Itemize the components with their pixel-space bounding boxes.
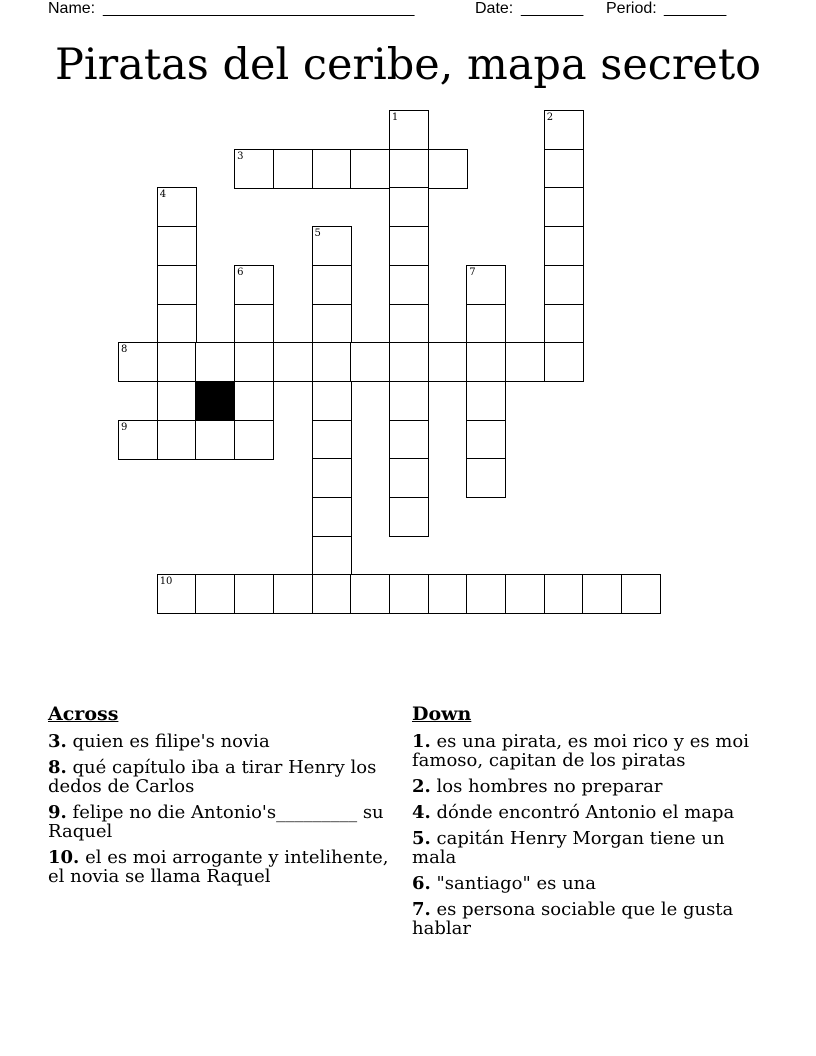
grid-cell[interactable] xyxy=(350,574,390,614)
grid-cell[interactable] xyxy=(350,149,390,189)
clue-text: quien es filipe's novia xyxy=(72,731,270,752)
clue-text: "santiago" es una xyxy=(436,873,596,894)
grid-cell[interactable] xyxy=(157,265,197,305)
grid-cell[interactable] xyxy=(389,342,429,382)
grid-cell[interactable] xyxy=(273,149,313,189)
grid-cell[interactable] xyxy=(312,304,352,344)
grid-cell[interactable] xyxy=(466,381,506,421)
grid-cell[interactable] xyxy=(389,110,429,150)
name-field[interactable]: ___________________________________ xyxy=(103,0,415,17)
grid-cell[interactable] xyxy=(350,342,390,382)
grid-cell[interactable] xyxy=(389,265,429,305)
grid-cell[interactable] xyxy=(312,458,352,498)
grid-cell[interactable] xyxy=(389,304,429,344)
grid-cell[interactable] xyxy=(157,381,197,421)
grid-cell[interactable] xyxy=(544,149,584,189)
date-field[interactable]: _______ xyxy=(521,0,584,17)
grid-cell[interactable] xyxy=(195,342,235,382)
grid-cell[interactable] xyxy=(389,381,429,421)
grid-cell[interactable] xyxy=(389,420,429,460)
grid-cell[interactable] xyxy=(195,420,235,460)
clue-number: 9. xyxy=(48,802,67,823)
clue-number-label: 5 xyxy=(314,228,321,240)
grid-cell[interactable] xyxy=(428,574,468,614)
grid-cell[interactable] xyxy=(118,420,158,460)
grid-cell[interactable] xyxy=(544,226,584,266)
clue-number-label: 9 xyxy=(121,421,128,433)
clue-number-label: 8 xyxy=(121,344,128,356)
period-field[interactable]: _______ xyxy=(664,0,727,17)
clue-number-label: 10 xyxy=(159,576,173,588)
grid-cell[interactable] xyxy=(312,381,352,421)
grid-cell[interactable] xyxy=(312,226,352,266)
grid-cell[interactable] xyxy=(118,342,158,382)
grid-cell[interactable] xyxy=(621,574,661,614)
grid-cell[interactable] xyxy=(234,420,274,460)
clue-number: 7. xyxy=(412,899,431,920)
clue-text: dónde encontró Antonio el mapa xyxy=(436,802,735,823)
grid-cell[interactable] xyxy=(389,187,429,227)
date-label: Date: xyxy=(475,0,514,17)
grid-cell[interactable] xyxy=(544,342,584,382)
grid-cell[interactable] xyxy=(466,265,506,305)
grid-cell[interactable] xyxy=(234,342,274,382)
grid-cell[interactable] xyxy=(428,149,468,189)
grid-cell[interactable] xyxy=(544,187,584,227)
grid-cell[interactable] xyxy=(195,574,235,614)
grid-cell[interactable] xyxy=(157,420,197,460)
clue-number: 3. xyxy=(48,731,67,752)
clue-text: el es moi arrogante y intelihente, el novia se llama Raquel xyxy=(48,847,389,887)
grid-cell[interactable] xyxy=(157,187,197,227)
clue-across xyxy=(48,803,396,841)
clue-number: 4. xyxy=(412,802,431,823)
grid-cell[interactable] xyxy=(312,497,352,537)
grid-cell[interactable] xyxy=(505,342,545,382)
clue-down xyxy=(412,874,768,893)
grid-cell[interactable] xyxy=(312,574,352,614)
name-label: Name: xyxy=(48,0,96,17)
clue-number-label: 4 xyxy=(159,189,167,201)
page-title: Piratas del ceribe, mapa secreto xyxy=(54,40,762,90)
grid-cell[interactable] xyxy=(389,574,429,614)
clue-text: los hombres no preparar xyxy=(436,776,663,797)
grid-cell[interactable] xyxy=(389,149,429,189)
black-square xyxy=(195,381,235,421)
grid-cell[interactable] xyxy=(157,226,197,266)
clue-text: es persona sociable que le gusta hablar xyxy=(412,899,734,939)
grid-cell[interactable] xyxy=(234,574,274,614)
clue-number: 8. xyxy=(48,757,67,778)
grid-cell[interactable] xyxy=(157,574,197,614)
grid-cell[interactable] xyxy=(234,381,274,421)
grid-cell[interactable] xyxy=(466,304,506,344)
period-label: Period: xyxy=(606,0,657,17)
clue-number-label: 2 xyxy=(546,112,554,123)
grid-cell[interactable] xyxy=(234,304,274,344)
grid-cell[interactable] xyxy=(157,342,197,382)
clue-across xyxy=(48,758,396,796)
clue-down xyxy=(412,732,768,770)
clue-across xyxy=(48,848,396,886)
grid-cell[interactable] xyxy=(234,149,274,189)
clue-text: qué capítulo iba a tirar Henry los dedos de Carlos xyxy=(48,757,377,797)
grid-cell[interactable] xyxy=(312,420,352,460)
grid-cell[interactable] xyxy=(466,458,506,498)
clue-number-label: 6 xyxy=(237,266,244,278)
grid-cell[interactable] xyxy=(157,304,197,344)
clue-text: felipe no die Antonio's_________ su Raquel xyxy=(48,802,384,842)
clue-number: 5. xyxy=(412,828,431,849)
grid-cell[interactable] xyxy=(466,342,506,382)
grid-cell[interactable] xyxy=(428,342,468,382)
grid-cell[interactable] xyxy=(312,536,352,576)
grid-cell[interactable] xyxy=(273,574,313,614)
grid-cell[interactable] xyxy=(544,265,584,305)
grid-cell[interactable] xyxy=(234,265,274,305)
grid-cell[interactable] xyxy=(312,149,352,189)
grid-cell[interactable] xyxy=(544,110,584,150)
grid-cell[interactable] xyxy=(273,342,313,382)
clue-number-label: 1 xyxy=(391,112,399,123)
down-heading: Down xyxy=(412,703,472,725)
clue-down xyxy=(412,900,768,938)
clue-down xyxy=(412,829,768,867)
across-clues xyxy=(48,703,396,893)
grid-cell[interactable] xyxy=(505,574,545,614)
grid-cell[interactable] xyxy=(312,265,352,305)
clue-number: 6. xyxy=(412,873,431,894)
clue-down xyxy=(412,803,768,822)
grid-cell[interactable] xyxy=(544,304,584,344)
clue-text: es una pirata, es moi rico y es moi famoso, capitan de los piratas xyxy=(412,731,749,771)
clue-number: 1. xyxy=(412,731,431,752)
grid-cell[interactable] xyxy=(466,420,506,460)
down-clues xyxy=(412,703,768,945)
grid-cell[interactable] xyxy=(582,574,622,614)
clue-down xyxy=(412,777,768,796)
grid-cell[interactable] xyxy=(389,497,429,537)
clue-text: capitán Henry Morgan tiene un mala xyxy=(412,828,725,868)
grid-cell[interactable] xyxy=(466,574,506,614)
grid-cell[interactable] xyxy=(544,574,584,614)
clue-number-label: 7 xyxy=(469,266,476,278)
across-heading: Across xyxy=(48,703,119,725)
grid-cell[interactable] xyxy=(312,342,352,382)
clue-number: 10. xyxy=(48,847,80,868)
clue-number-label: 3 xyxy=(237,150,244,162)
grid-cell[interactable] xyxy=(389,226,429,266)
clue-across xyxy=(48,732,396,751)
grid-cell[interactable] xyxy=(389,458,429,498)
clue-number: 2. xyxy=(412,776,431,797)
